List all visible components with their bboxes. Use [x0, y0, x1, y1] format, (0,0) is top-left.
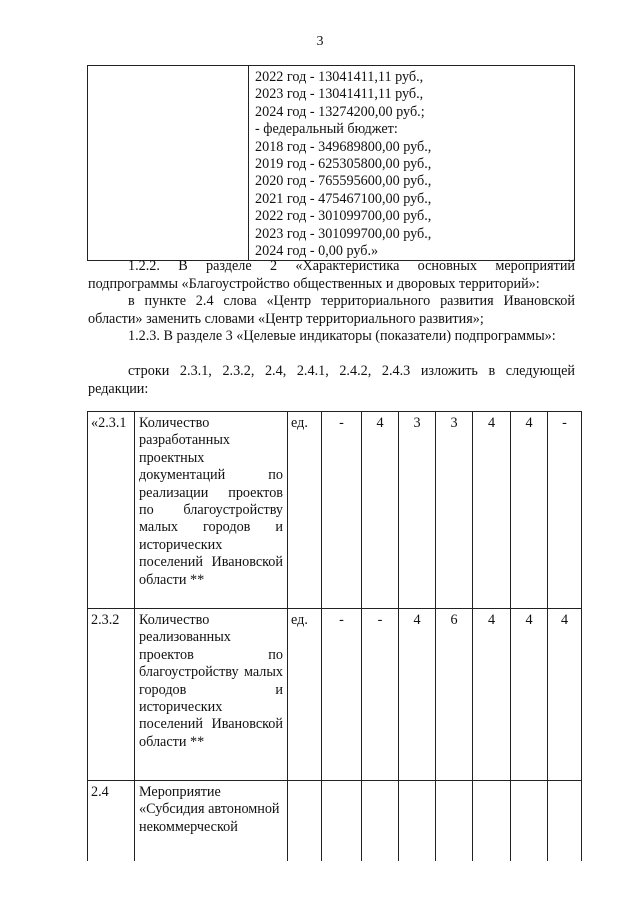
budget-line: 2018 год - 349689800,00 руб., [255, 138, 432, 155]
page-number: 3 [316, 34, 324, 49]
paragraph-text: 1.2.2. В разделе 2 «Характеристика основных мероприятий подпрограммы «Благоустройство общественных и дворовых территорий»: [88, 258, 575, 292]
row-value: - [322, 412, 362, 609]
row-value: - [322, 609, 362, 781]
budget-line: 2024 год - 0,00 руб.» [255, 243, 379, 260]
paragraph-text: 1.2.3. В разделе 3 «Целевые индикаторы (показатели) подпрограммы»: [128, 328, 556, 344]
budget-line: - федеральный бюджет: [255, 121, 398, 138]
row-value: - [548, 412, 582, 609]
row-code: 2.4 [88, 781, 135, 861]
row-name: Количество реализованных проектов по благоустройству малых городов и исторических поселений Ивановской области ** [135, 609, 288, 781]
budget-line: 2019 год - 625305800,00 руб., [255, 156, 432, 173]
row-value: 4 [511, 609, 548, 781]
budget-line: 2022 год - 13041411,11 руб., [255, 69, 424, 85]
row-value: 4 [511, 412, 548, 609]
row-code: 2.3.2 [88, 609, 135, 781]
row-unit: ед. [288, 412, 322, 609]
budget-line: 2021 год - 475467100,00 руб., [255, 190, 432, 207]
row-unit: ед. [288, 609, 322, 781]
paragraph-text: строки 2.3.1, 2.3.2, 2.4, 2.4.1, 2.4.2, 2.4.3 изложить в следующей редакции: [88, 363, 575, 397]
budget-line: 2020 год - 765595600,00 руб., [255, 173, 432, 190]
table-row [88, 781, 582, 861]
row-unit [288, 781, 322, 861]
row-value: 3 [436, 412, 473, 609]
row-value: 4 [362, 412, 399, 609]
funding-values-cell [249, 66, 575, 261]
row-value [548, 781, 582, 861]
budget-line: 2023 год - 13041411,11 руб., [255, 86, 424, 103]
row-value: 4 [473, 609, 511, 781]
row-value: - [362, 609, 399, 781]
budget-line: 2022 год - 301099700,00 руб., [255, 208, 432, 225]
row-value [322, 781, 362, 861]
indicators-table [87, 411, 582, 861]
row-value: 4 [399, 609, 436, 781]
row-value [473, 781, 511, 861]
table-row [88, 412, 582, 609]
paragraph-1-2-3 [88, 328, 575, 346]
row-value [362, 781, 399, 861]
row-name: Мероприятие «Субсидия автономной некоммерческой [135, 781, 288, 861]
paragraph-rows [88, 363, 575, 398]
budget-line: 2023 год - 301099700,00 руб., [255, 225, 432, 242]
paragraph-point-2-4 [88, 293, 575, 328]
row-value: 4 [548, 609, 582, 781]
funding-table [87, 65, 575, 261]
row-value: 4 [473, 412, 511, 609]
paragraph-text: в пункте 2.4 слова «Центр территориального развития Ивановской области» заменить словами «Центр территориального развития»; [88, 293, 575, 327]
budget-line: 2024 год - 13274200,00 руб.; [255, 103, 425, 120]
row-value: 6 [436, 609, 473, 781]
row-value [399, 781, 436, 861]
row-code: «2.3.1 [88, 412, 135, 609]
row-value: 3 [399, 412, 436, 609]
paragraph-1-2-2 [88, 258, 575, 293]
row-name: Количество разработанных проектных документаций по реализации проектов по благоустройству малых городов и исторических поселений Ивановской области ** [135, 412, 288, 609]
funding-label-cell [88, 66, 249, 261]
row-value [511, 781, 548, 861]
table-row [88, 609, 582, 781]
row-value [436, 781, 473, 861]
